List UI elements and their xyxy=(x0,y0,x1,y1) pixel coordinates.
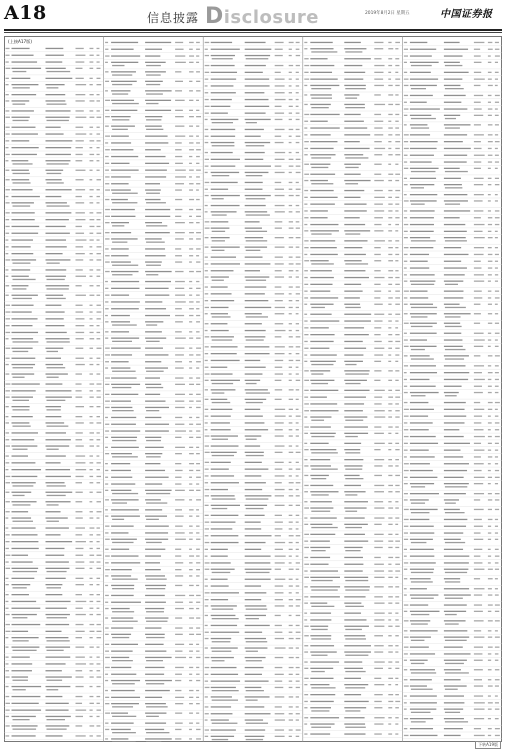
table-body-texture xyxy=(4,36,502,742)
header-rule-thin xyxy=(4,32,502,33)
continued-note: 下转A19版 xyxy=(475,741,501,749)
section-title-cn: 信息披露 xyxy=(147,11,200,25)
page-number: A18 xyxy=(4,2,47,24)
newspaper-masthead: 中国证券报 xyxy=(440,9,493,20)
table-title: (上接A17版) xyxy=(8,39,33,44)
section-title-initial: D xyxy=(205,4,224,29)
fine-print-rows xyxy=(4,42,502,742)
issue-date: 2019年8月2日 星期五 xyxy=(365,11,410,16)
header-rule xyxy=(4,29,502,31)
page-header xyxy=(0,0,506,30)
section-title-rest: isclosure xyxy=(223,7,319,28)
section-title-en xyxy=(205,4,319,29)
